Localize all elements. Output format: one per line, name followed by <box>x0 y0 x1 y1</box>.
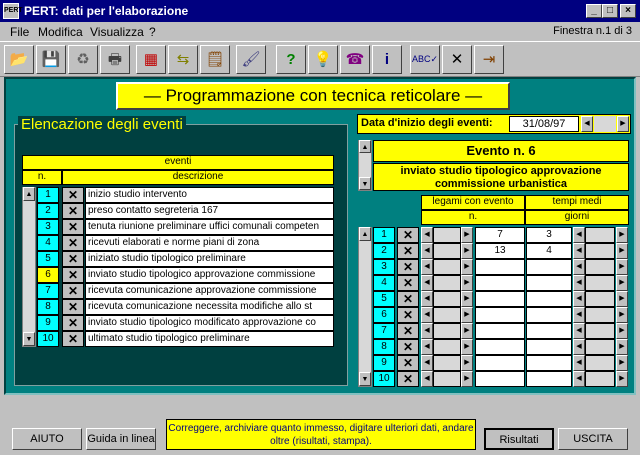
link-scroll-track[interactable] <box>433 227 461 243</box>
window-title: PERT: dati per l'elaborazione <box>24 4 189 18</box>
risultati-button[interactable]: Risultati <box>484 428 554 450</box>
recycle-icon[interactable]: ♻ <box>68 45 98 74</box>
scroll-left-icon[interactable]: ◀ <box>421 371 433 387</box>
event-description-cell[interactable]: inizio studio intervento <box>85 187 334 203</box>
exit-door-icon[interactable]: ⇥ <box>474 45 504 74</box>
menu-file[interactable]: File <box>10 25 30 39</box>
delete-link-icon[interactable]: ✕ <box>397 243 419 259</box>
scroll-left-icon[interactable]: ◀ <box>421 259 433 275</box>
time-input[interactable]: 4 <box>526 243 572 259</box>
link-row-number[interactable]: 3 <box>373 259 395 275</box>
guida-button[interactable]: Guida in linea <box>86 428 156 450</box>
scroll-left-icon[interactable]: ◀ <box>581 116 593 132</box>
link-row-number[interactable]: 4 <box>373 275 395 291</box>
links-subheader: n. <box>421 210 525 225</box>
links-scrollbar[interactable] <box>358 227 372 387</box>
event-row-number[interactable]: 5 <box>37 251 59 267</box>
link-event-input[interactable] <box>475 275 525 291</box>
link-row-number[interactable]: 8 <box>373 339 395 355</box>
lightbulb-icon[interactable]: 💡 <box>308 45 338 74</box>
open-folder-icon[interactable]: 📂 <box>4 45 34 74</box>
link-scroll-track[interactable] <box>433 307 461 323</box>
scroll-right-icon[interactable]: ▶ <box>461 339 473 355</box>
event-row-number[interactable]: 3 <box>37 219 59 235</box>
scroll-left-icon[interactable]: ◀ <box>573 259 585 275</box>
scroll-left-icon[interactable]: ◀ <box>573 291 585 307</box>
links-header: legami con evento <box>421 195 525 210</box>
delete-link-icon[interactable]: ✕ <box>397 275 419 291</box>
uscita-button[interactable]: USCITA <box>558 428 628 450</box>
scroll-right-icon[interactable]: ▶ <box>616 243 628 259</box>
time-input[interactable] <box>526 307 572 323</box>
link-event-input[interactable] <box>475 259 525 275</box>
event-row-number[interactable]: 10 <box>37 331 59 347</box>
times-header: tempi medi <box>525 195 629 210</box>
delete-row-icon[interactable]: ✕ <box>62 267 84 283</box>
save-disk-icon[interactable]: 💾 <box>36 45 66 74</box>
time-scroll-track[interactable] <box>585 275 615 291</box>
link-scroll-track[interactable] <box>433 355 461 371</box>
delete-link-icon[interactable]: ✕ <box>397 339 419 355</box>
scroll-right-icon[interactable]: ▶ <box>616 323 628 339</box>
events-panel-title: Elencazione degli eventi <box>18 116 186 133</box>
scroll-left-icon[interactable]: ◀ <box>421 339 433 355</box>
delete-link-icon[interactable]: ✕ <box>397 227 419 243</box>
scroll-down-icon[interactable]: ▼ <box>23 332 35 346</box>
time-scroll-track[interactable] <box>585 355 615 371</box>
time-scroll-track[interactable] <box>585 259 615 275</box>
event-title: Evento n. 6 <box>373 140 629 162</box>
events-scrollbar[interactable] <box>22 187 36 347</box>
scroll-left-icon[interactable]: ◀ <box>573 355 585 371</box>
scroll-right-icon[interactable]: ▶ <box>617 116 629 132</box>
scroll-right-icon[interactable]: ▶ <box>461 275 473 291</box>
close-button[interactable]: × <box>620 4 636 18</box>
event-description: inviato studio tipologico approvazione commissione urbanistica <box>373 163 629 191</box>
events-col-n: n. <box>22 170 62 185</box>
scroll-up-icon[interactable]: ▲ <box>23 187 35 201</box>
event-description-cell[interactable]: ricevuti elaborati e norme piani di zona <box>85 235 334 251</box>
event-description-cell[interactable]: iniziato studio tipologico preliminare <box>85 251 334 267</box>
aiuto-button[interactable]: AIUTO <box>12 428 82 450</box>
link-row-number[interactable]: 1 <box>373 227 395 243</box>
scroll-left-icon[interactable]: ◀ <box>573 243 585 259</box>
delete-row-icon[interactable]: ✕ <box>62 251 84 267</box>
delete-link-icon[interactable]: ✕ <box>397 291 419 307</box>
link-row-number[interactable]: 5 <box>373 291 395 307</box>
events-col-desc: descrizione <box>62 170 334 185</box>
paintbrush-icon[interactable]: 🖌 <box>236 45 266 74</box>
link-scroll-track[interactable] <box>433 259 461 275</box>
cancel-x-icon[interactable]: ✕ <box>442 45 472 74</box>
link-event-input[interactable] <box>475 307 525 323</box>
scroll-left-icon[interactable]: ◀ <box>421 307 433 323</box>
event-description-cell[interactable]: ricevuta comunicazione approvazione commissione <box>85 283 334 299</box>
start-date-input[interactable]: 31/08/97 <box>509 116 579 132</box>
link-event-input[interactable] <box>475 355 525 371</box>
scroll-right-icon[interactable]: ▶ <box>616 371 628 387</box>
time-scroll-track[interactable] <box>585 323 615 339</box>
title-bar <box>0 0 640 22</box>
instruction-note: Correggere, archiviare quanto immesso, digitare ulteriori dati, andare oltre (risultati, stampa). <box>166 419 476 450</box>
link-event-input[interactable] <box>475 371 525 387</box>
link-row-number[interactable]: 10 <box>373 371 395 387</box>
scroll-right-icon[interactable]: ▶ <box>616 291 628 307</box>
link-row-number[interactable]: 7 <box>373 323 395 339</box>
scroll-up-icon[interactable]: ▲ <box>359 140 371 153</box>
events-group-header: eventi <box>22 155 334 170</box>
scroll-right-icon[interactable]: ▶ <box>461 259 473 275</box>
menu-visualizza[interactable]: Visualizza <box>90 25 144 39</box>
scroll-right-icon[interactable]: ▶ <box>616 307 628 323</box>
menu-modifica[interactable]: Modifica <box>38 25 83 39</box>
delete-link-icon[interactable]: ✕ <box>397 355 419 371</box>
delete-link-icon[interactable]: ✕ <box>397 259 419 275</box>
time-input[interactable] <box>526 275 572 291</box>
minimize-button[interactable]: _ <box>586 4 602 18</box>
scroll-right-icon[interactable]: ▶ <box>461 243 473 259</box>
scroll-right-icon[interactable]: ▶ <box>616 355 628 371</box>
time-scroll-track[interactable] <box>585 227 615 243</box>
link-row-number[interactable]: 6 <box>373 307 395 323</box>
event-row-number[interactable]: 9 <box>37 315 59 331</box>
time-input[interactable] <box>526 355 572 371</box>
delete-link-icon[interactable]: ✕ <box>397 371 419 387</box>
toolbar <box>0 41 640 77</box>
link-row-number[interactable]: 9 <box>373 355 395 371</box>
scroll-right-icon[interactable]: ▶ <box>461 355 473 371</box>
time-scroll-track[interactable] <box>585 307 615 323</box>
start-date-label: Data d'inizio degli eventi: <box>361 117 493 129</box>
event-description-cell[interactable]: inviato studio tipologico approvazione commissione <box>85 267 334 283</box>
page-banner: — Programmazione con tecnica reticolare — <box>116 82 510 110</box>
link-event-input[interactable]: 13 <box>475 243 525 259</box>
scroll-left-icon[interactable]: ◀ <box>421 355 433 371</box>
delete-link-icon[interactable]: ✕ <box>397 323 419 339</box>
event-row-number[interactable]: 4 <box>37 235 59 251</box>
phone-icon[interactable]: ☎ <box>340 45 370 74</box>
link-event-input[interactable] <box>475 323 525 339</box>
time-input[interactable] <box>526 323 572 339</box>
link-event-input[interactable]: 7 <box>475 227 525 243</box>
scroll-right-icon[interactable]: ▶ <box>461 323 473 339</box>
maximize-button[interactable]: □ <box>602 4 618 18</box>
menu-help[interactable]: ? <box>149 25 156 39</box>
delete-link-icon[interactable]: ✕ <box>397 307 419 323</box>
scroll-left-icon[interactable]: ◀ <box>573 307 585 323</box>
notice-document-icon[interactable]: 🗒 <box>200 45 230 74</box>
link-row-number[interactable]: 2 <box>373 243 395 259</box>
scroll-right-icon[interactable]: ▶ <box>461 227 473 243</box>
delete-row-icon[interactable]: ✕ <box>62 235 84 251</box>
scroll-up-icon[interactable]: ▲ <box>359 227 371 241</box>
scroll-left-icon[interactable]: ◀ <box>421 323 433 339</box>
time-input[interactable] <box>526 291 572 307</box>
event-description-cell[interactable]: tenuta riunione preliminare uffici comunali competen <box>85 219 334 235</box>
time-scroll-track[interactable] <box>585 243 615 259</box>
scroll-right-icon[interactable]: ▶ <box>461 371 473 387</box>
event-description-cell[interactable]: preso contatto segreteria 167 <box>85 203 334 219</box>
time-input[interactable] <box>526 371 572 387</box>
scroll-right-icon[interactable]: ▶ <box>616 339 628 355</box>
app-icon[interactable]: PERT <box>3 3 19 19</box>
delete-row-icon[interactable]: ✕ <box>62 219 84 235</box>
time-input[interactable]: 3 <box>526 227 572 243</box>
window-counter: Finestra n.1 di 3 <box>553 25 632 37</box>
scroll-left-icon[interactable]: ◀ <box>573 339 585 355</box>
link-scroll-track[interactable] <box>433 371 461 387</box>
link-scroll-track[interactable] <box>433 275 461 291</box>
event-description-cell[interactable]: ultimato studio tipologico preliminare <box>85 331 334 347</box>
delete-row-icon[interactable]: ✕ <box>62 283 84 299</box>
help-icon[interactable]: ? <box>276 45 306 74</box>
event-row-number[interactable]: 8 <box>37 299 59 315</box>
scroll-left-icon[interactable]: ◀ <box>573 323 585 339</box>
link-scroll-track[interactable] <box>433 243 461 259</box>
link-event-input[interactable] <box>475 291 525 307</box>
time-input[interactable] <box>526 259 572 275</box>
scroll-left-icon[interactable]: ◀ <box>573 275 585 291</box>
delete-row-icon[interactable]: ✕ <box>62 187 84 203</box>
time-scroll-track[interactable] <box>585 339 615 355</box>
scroll-down-icon[interactable]: ▼ <box>359 177 371 190</box>
scroll-left-icon[interactable]: ◀ <box>421 227 433 243</box>
delete-row-icon[interactable]: ✕ <box>62 315 84 331</box>
delete-row-icon[interactable]: ✕ <box>62 203 84 219</box>
event-row-number[interactable]: 6 <box>37 267 59 283</box>
network-link-icon[interactable]: ⇆ <box>168 45 198 74</box>
scroll-left-icon[interactable]: ◀ <box>421 243 433 259</box>
time-input[interactable] <box>526 339 572 355</box>
info-icon[interactable]: i <box>372 45 402 74</box>
scroll-right-icon[interactable]: ▶ <box>616 227 628 243</box>
scroll-left-icon[interactable]: ◀ <box>421 275 433 291</box>
event-row-number[interactable]: 1 <box>37 187 59 203</box>
spellcheck-icon[interactable]: ABC✓ <box>410 45 440 74</box>
start-date-row <box>357 114 631 134</box>
link-scroll-track[interactable] <box>433 339 461 355</box>
scroll-left-icon[interactable]: ◀ <box>573 371 585 387</box>
delete-row-icon[interactable]: ✕ <box>62 331 84 347</box>
time-scroll-track[interactable] <box>585 291 615 307</box>
link-event-input[interactable] <box>475 339 525 355</box>
scroll-left-icon[interactable]: ◀ <box>421 291 433 307</box>
scroll-right-icon[interactable]: ▶ <box>461 307 473 323</box>
scroll-left-icon[interactable]: ◀ <box>573 227 585 243</box>
event-row-number[interactable]: 2 <box>37 203 59 219</box>
printer-icon[interactable]: 🖶 <box>100 45 130 74</box>
event-description-cell[interactable]: ricevuta comunicazione necessita modifiche allo st <box>85 299 334 315</box>
event-row-number[interactable]: 7 <box>37 283 59 299</box>
network-grid-icon[interactable]: ▦ <box>136 45 166 74</box>
scroll-right-icon[interactable]: ▶ <box>461 291 473 307</box>
event-description-cell[interactable]: inviato studio tipologico modificato approvazione co <box>85 315 334 331</box>
menu-bar <box>0 22 640 41</box>
link-scroll-track[interactable] <box>433 291 461 307</box>
scroll-right-icon[interactable]: ▶ <box>616 259 628 275</box>
date-scroll-track[interactable] <box>594 116 616 132</box>
scroll-down-icon[interactable]: ▼ <box>359 372 371 386</box>
link-scroll-track[interactable] <box>433 323 461 339</box>
time-scroll-track[interactable] <box>585 371 615 387</box>
times-subheader: giorni <box>525 210 629 225</box>
delete-row-icon[interactable]: ✕ <box>62 299 84 315</box>
scroll-right-icon[interactable]: ▶ <box>616 275 628 291</box>
